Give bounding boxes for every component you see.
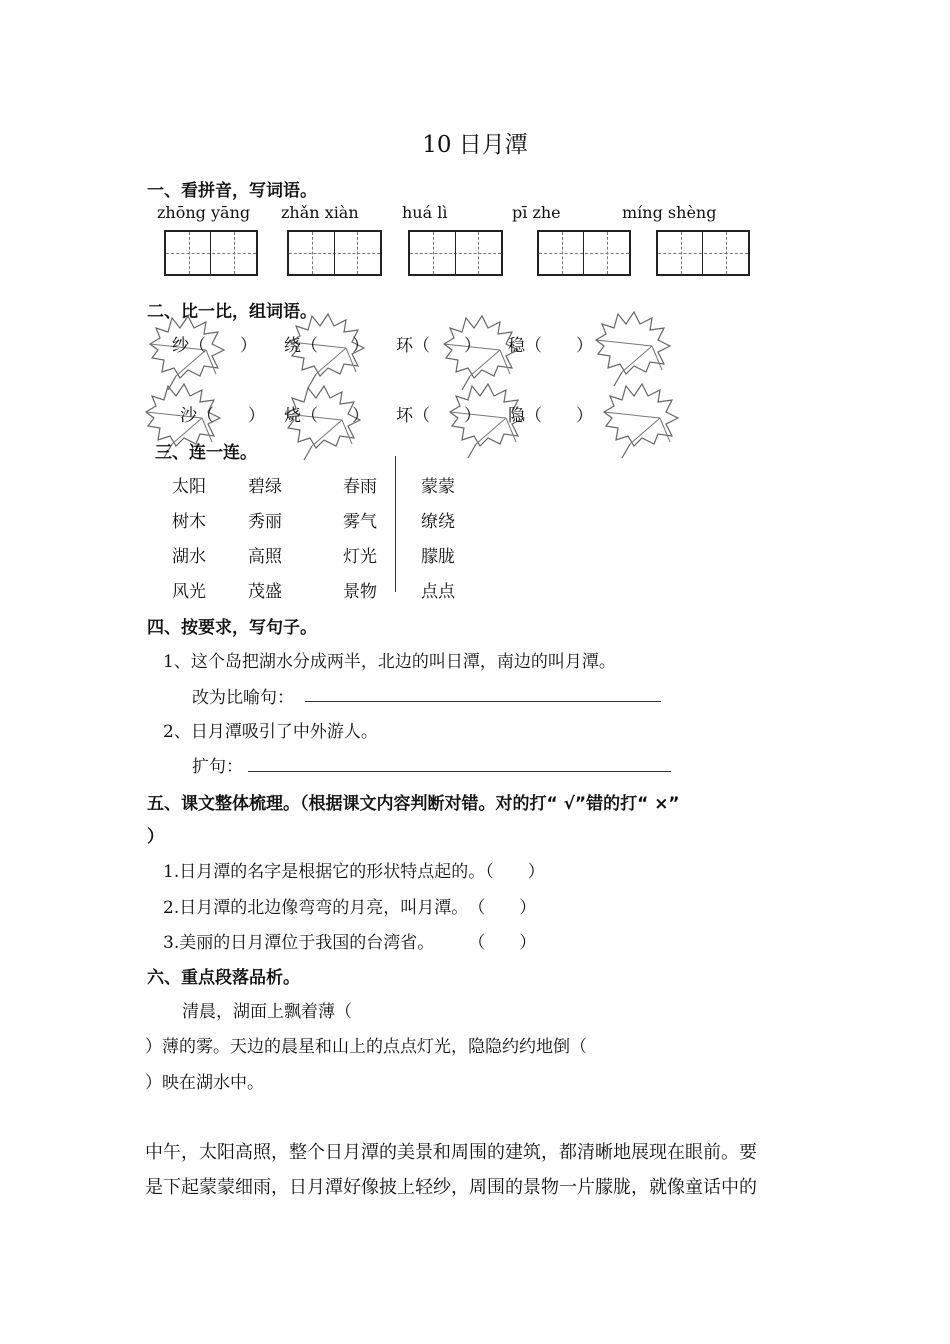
match-word: 树木 [172,512,206,532]
match-word: 雾气 [343,512,377,532]
match-word: 点点 [421,582,455,602]
match-word: 秀丽 [248,512,282,532]
match-word: 灯光 [343,547,377,567]
pinyin-5: míng shèng [622,203,717,222]
match-word: 太阳 [172,477,206,497]
match-word: 缭绕 [421,512,455,532]
passage-line: 清晨，湖面上飘着薄（ [182,1002,352,1022]
match-word: 碧绿 [248,477,282,497]
divider-line [395,456,396,592]
section-4-heading: 四、按要求，写句子。 [147,618,317,638]
section-2-heading: 二、比一比，组词语。 [147,302,317,322]
match-word: 湖水 [172,547,206,567]
section-5-heading-tail: ） [147,827,164,847]
answer-line-2[interactable] [248,771,671,772]
compare-word: 沙（ ） [180,406,265,426]
match-word: 高照 [248,547,282,567]
page-title: 10 日月潭 [422,132,528,158]
compare-word: 稳（ ） [508,336,593,356]
pinyin-4: pī zhe [512,203,561,222]
writing-grid-3[interactable] [408,230,503,276]
question-1: 1、这个岛把湖水分成两半，北边的叫日潭，南边的叫月潭。 [163,652,616,672]
writing-grid-1[interactable] [164,230,258,276]
answer-prompt-2: 扩句： [192,757,243,777]
section-5-heading: 五、课文整体梳理。（根据课文内容判断对错。对的打“ √”错的打“ ×” [147,794,680,814]
question-2: 2、日月潭吸引了中外游人。 [163,722,378,742]
match-word: 景物 [343,582,377,602]
answer-prompt-1: 改为比喻句： [192,688,294,708]
compare-word: 烧（ ） [284,406,369,426]
pinyin-2: zhǎn xiàn [281,203,359,222]
match-word: 风光 [172,582,206,602]
match-word: 茂盛 [248,582,282,602]
section-6-heading: 六、重点段落品析。 [147,968,300,988]
maple-leaf-icon [592,310,682,390]
passage-line: ）薄的雾。天边的晨星和山上的点点灯光，隐隐约约地倒（ [145,1037,587,1057]
compare-word: 绕（ ） [284,336,369,356]
writing-grid-5[interactable] [656,230,750,276]
judge-item: 3.美丽的日月潭位于我国的台湾省。 （ ） [163,933,537,953]
judge-item: 1.日月潭的名字是根据它的形状特点起的。（ ） [163,862,545,882]
match-word: 蒙蒙 [421,477,455,497]
writing-grid-4[interactable] [537,230,631,276]
pinyin-3: huá lì [402,203,448,222]
pinyin-1: zhōng yāng [157,203,251,222]
passage-line: ）映在湖水中。 [145,1073,264,1093]
passage-line: 中午，太阳高照，整个日月潭的美景和周围的建筑，都清晰地展现在眼前。要 [145,1142,757,1163]
compare-word: 隐（ ） [508,406,593,426]
writing-grid-2[interactable] [287,230,382,276]
compare-word: 纱（ ） [172,336,257,356]
compare-word: 坏（ ） [396,406,481,426]
maple-leaf-icon [600,382,690,462]
judge-item: 2.日月潭的北边像弯弯的月亮，叫月潭。 （ ） [163,898,537,918]
section-3-heading: 三、连一连。 [155,443,257,463]
answer-line-1[interactable] [305,701,661,702]
match-word: 春雨 [343,477,377,497]
match-word: 朦胧 [421,547,455,567]
compare-word: 环（ ） [396,336,481,356]
passage-line: 是下起蒙蒙细雨，日月潭好像披上轻纱，周围的景物一片朦胧，就像童话中的 [145,1177,757,1198]
section-1-heading: 一、看拼音，写词语。 [147,181,317,201]
